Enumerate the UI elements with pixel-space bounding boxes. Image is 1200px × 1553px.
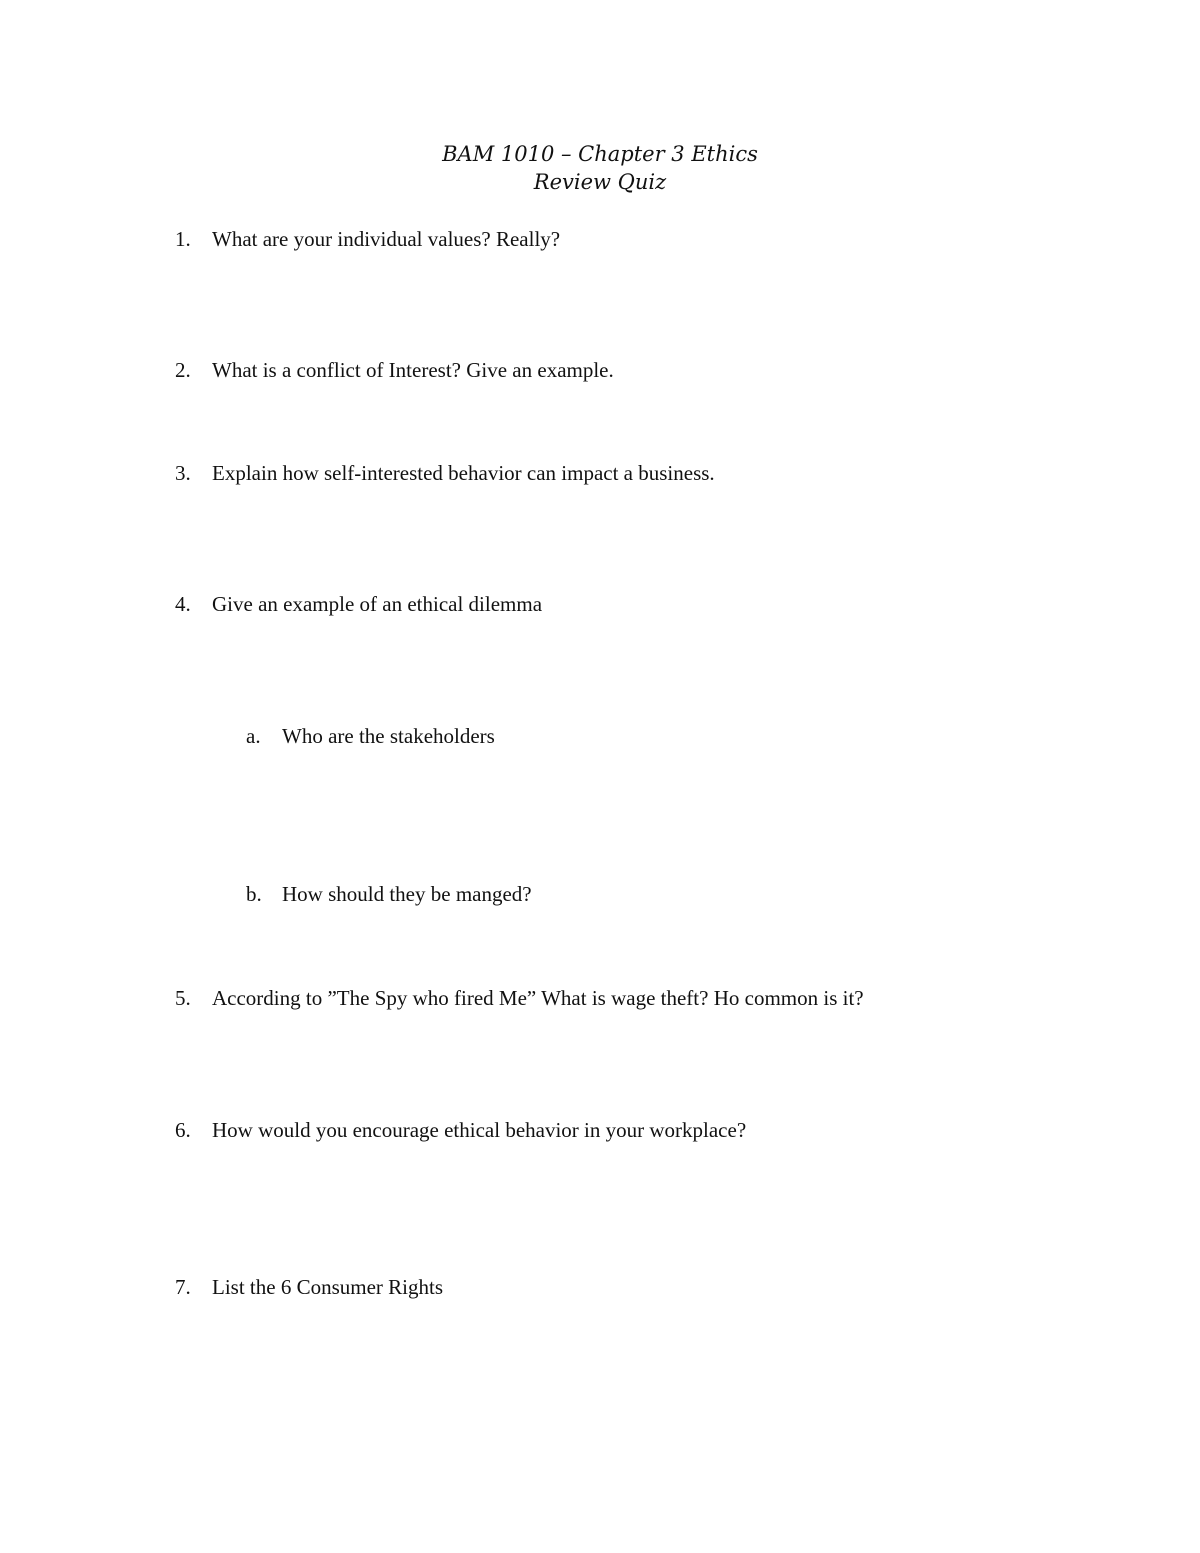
question-text: According to ”The Spy who fired Me” What is wage theft? Ho common is it? bbox=[212, 986, 864, 1010]
question-text: Explain how self-interested behavior can impact a business. bbox=[212, 461, 715, 485]
question-number: 4. bbox=[175, 592, 191, 616]
question-number: 3. bbox=[175, 461, 191, 485]
document-header bbox=[0, 140, 1200, 196]
question-text: Give an example of an ethical dilemma bbox=[212, 592, 543, 616]
subquestion-letter: a. bbox=[246, 724, 261, 748]
question-text: List the 6 Consumer Rights bbox=[212, 1275, 443, 1299]
question-text: How would you encourage ethical behavior in your workplace? bbox=[212, 1118, 747, 1142]
question-number: 2. bbox=[175, 358, 191, 382]
subquestion-text: Who are the stakeholders bbox=[282, 724, 495, 748]
document-subtitle: Review Quiz bbox=[533, 170, 667, 194]
question-number: 6. bbox=[175, 1118, 191, 1142]
question-text: What are your individual values? Really? bbox=[212, 227, 561, 251]
subquestion-letter: b. bbox=[246, 882, 262, 906]
question-number: 5. bbox=[175, 986, 191, 1010]
question-number: 1. bbox=[175, 227, 191, 251]
question-text: What is a conflict of Interest? Give an example. bbox=[212, 358, 614, 382]
question-number: 7. bbox=[175, 1275, 191, 1299]
subquestion-text: How should they be manged? bbox=[282, 882, 532, 906]
document-title: BAM 1010 – Chapter 3 Ethics bbox=[442, 142, 758, 166]
